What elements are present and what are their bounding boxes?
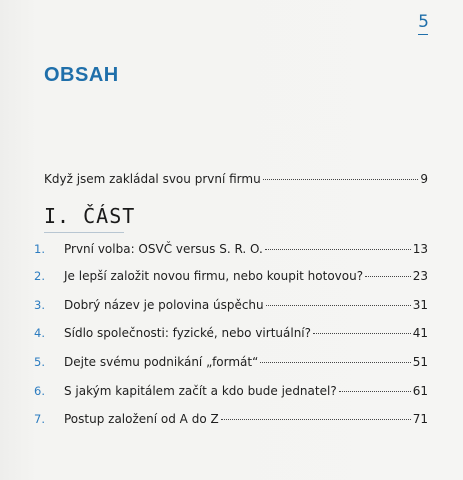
toc-entry — [34, 268, 428, 284]
chapter-title: S jakým kapitálem začít a kdo bude jednatel? — [64, 384, 337, 398]
chapter-page: 23 — [412, 269, 428, 283]
dot-leader — [365, 276, 411, 277]
chapter-page: 41 — [412, 326, 428, 340]
dot-leader — [221, 419, 411, 420]
dot-leader — [266, 305, 411, 306]
chapter-number: 3. — [34, 298, 45, 312]
chapter-title: První volba: OSVČ versus S. R. O. — [64, 242, 263, 256]
chapter-title: Postup založení od A do Z — [64, 412, 219, 426]
part-title-underline — [44, 232, 124, 233]
chapter-page: 71 — [412, 412, 428, 426]
chapter-number: 5. — [34, 355, 45, 369]
dot-leader — [265, 249, 411, 250]
chapter-number: 2. — [34, 269, 45, 283]
chapter-page: 31 — [412, 298, 428, 312]
page-number: 5 — [418, 12, 429, 32]
toc-entry — [34, 383, 428, 399]
chapter-number: 1. — [34, 242, 45, 256]
toc-entry-intro — [44, 171, 428, 187]
toc-entry-title: Když jsem zakládal svou první firmu — [44, 172, 261, 186]
toc-entry-page: 9 — [420, 172, 428, 186]
chapter-title: Sídlo společnosti: fyzické, nebo virtuální? — [64, 326, 311, 340]
chapter-number: 4. — [34, 326, 45, 340]
part-title: I. ČÁST — [44, 204, 136, 228]
chapter-title: Dejte svému podnikání „formát“ — [64, 355, 259, 369]
page-number-underline — [418, 34, 428, 35]
chapter-page: 51 — [412, 355, 428, 369]
toc-heading: OBSAH — [44, 64, 119, 86]
toc-entry — [34, 325, 428, 341]
chapter-title: Dobrý název je polovina úspěchu — [64, 298, 264, 312]
dot-leader — [263, 179, 419, 180]
dot-leader — [313, 333, 411, 334]
dot-leader — [339, 391, 411, 392]
toc-entry — [34, 354, 428, 370]
chapter-page: 61 — [412, 384, 428, 398]
toc-entry — [34, 411, 428, 427]
chapter-number: 7. — [34, 412, 45, 426]
chapter-page: 13 — [412, 242, 428, 256]
toc-entry — [34, 241, 428, 257]
chapter-title: Je lepší založit novou firmu, nebo koupit hotovou? — [64, 269, 364, 283]
dot-leader — [260, 362, 410, 363]
toc-entry — [34, 297, 428, 313]
chapter-number: 6. — [34, 384, 45, 398]
